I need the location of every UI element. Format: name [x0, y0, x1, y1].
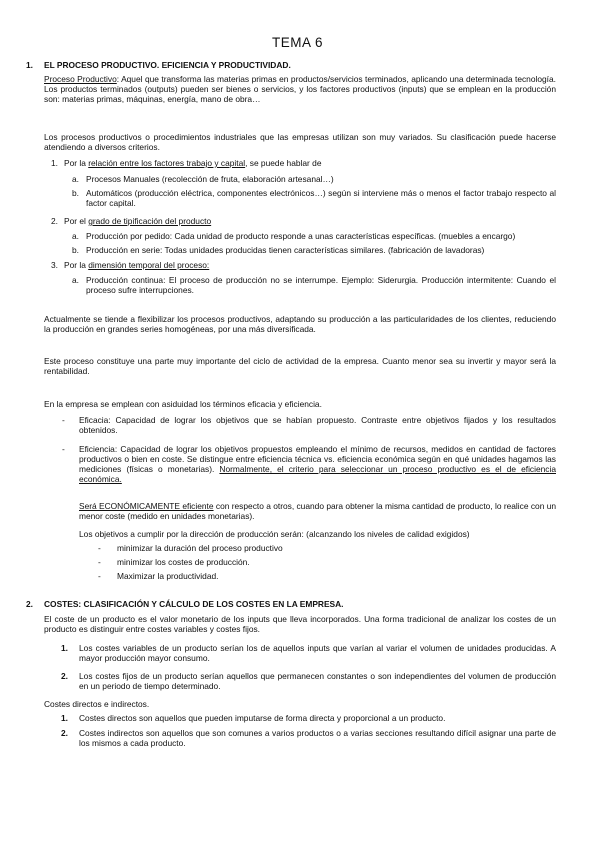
document-title: TEMA 6	[272, 35, 324, 50]
direct-costs: Costes directos son aquellos que pueden imputarse de forma directa y proporcional a un producto.	[79, 713, 446, 723]
indirect-costs: Costes indirectos son aquellos que son comunes a varios productos o a varias secciones resultando difícil asignar una parte de los mismos a cada producto.	[79, 728, 556, 748]
classification-intro: Los procesos productivos o procedimientos industriales que las empresas utilizan son muy variados. Su clasificación puede hacerse atendiendo a diversos criterios.	[44, 132, 556, 152]
section-2-heading: COSTES: CLASIFICACIÓN Y CÁLCULO DE LOS COSTES EN LA EMPRESA.	[44, 599, 344, 609]
criterion-2-number: 2.	[51, 216, 58, 226]
criterion-2b: Producción en serie: Todas unidades producidas tienen características similares. (fabricación de lavadoras)	[86, 245, 485, 255]
eficiencia-dash: -	[62, 444, 65, 454]
objective-1: minimizar la duración del proceso productivo	[117, 543, 283, 553]
section-1-number: 1.	[26, 60, 33, 70]
objective-3-dash: -	[98, 571, 101, 581]
criterion-2-link-text: grado de tipificación del producto	[88, 216, 212, 226]
criterion-2b-letter: b.	[72, 245, 79, 255]
criterion-3-number: 3.	[51, 260, 58, 270]
objective-3: Maximizar la productividad.	[117, 571, 219, 581]
eficacia-dash: -	[62, 415, 65, 425]
variable-costs: Los costes variables de un producto serían los de aquellos inputs que varían al variar el volumen de unidades producidas. A mayor producción mayor consumo.	[79, 643, 556, 663]
section-1-heading: EL PROCESO PRODUCTIVO. EFICIENCIA Y PRODUCTIVIDAD.	[44, 60, 291, 70]
proceso-productivo-definition	[44, 74, 556, 104]
criterion-1a: Procesos Manuales (recolección de fruta, elaboración artesanal…)	[86, 174, 334, 184]
cost-intro: El coste de un producto es el valor monetario de los inputs que lleva incorporados. Una forma tradicional de analizar los costes de un producto es distinguir entre costes variables y costes fijos.	[44, 614, 556, 634]
direct-indirect-heading: Costes directos e indirectos.	[44, 699, 150, 709]
economic-efficiency: Será ECONÓMICAMENTE eficiente con respecto a otros, cuando para obtener la misma cantidad de producto, lo realice con un menor coste (medido en unidades monetarias).	[79, 501, 557, 521]
cycle-paragraph: Este proceso constituye una parte muy importante del ciclo de actividad de la empresa. Cuanto menor sea su invertir y mayor será la rentabilidad.	[44, 356, 556, 376]
criterion-2: Por el grado de tipificación del producto	[64, 216, 212, 226]
criterion-3: Por la dimensión temporal del proceso:	[64, 260, 210, 270]
efficacy-efficiency-intro: En la empresa se emplean con asiduidad los términos eficacia y eficiencia.	[44, 399, 322, 409]
criterion-3a-letter: a.	[72, 275, 79, 285]
definition-text: : Aquel que transforma las materias primas en productos/servicios terminados, aplicando una determinada tecnología. Los productos terminados (outputs) pueden ser bienes o servicios, y los factores productivos (inputs) que se emplean en la producción son: materias primas, máquinas, energía, mano de obra…	[44, 74, 556, 104]
economic-efficiency-term: Será ECONÓMICAMENTE eficiente	[79, 501, 214, 511]
criterion-2a-letter: a.	[72, 231, 79, 241]
objective-1-dash: -	[98, 543, 101, 553]
fixed-costs-number: 2.	[61, 671, 68, 681]
flexibilization-paragraph: Actualmente se tiende a flexibilizar los procesos productivos, adaptando su producción a las particularidades de los clientes, reduciendo la producción en grandes series homogéneas, por una más diversificada.	[44, 314, 556, 334]
criterion-3-link-text: dimensión temporal del proceso:	[88, 260, 210, 270]
objective-2: minimizar los costes de producción.	[117, 557, 250, 567]
section-2-number: 2.	[26, 599, 33, 609]
fixed-costs: Los costes fijos de un producto serían aquellos que permanecen constantes o son independientes del volumen de producción en un periodo de tiempo determinado.	[79, 671, 556, 691]
definition-term: Proceso Productivo	[44, 74, 117, 84]
eficacia-definition: Eficacia: Capacidad de lograr los objetivos que se habían propuesto. Contraste entre objetivos fijados y los resultados obtenidos.	[79, 415, 556, 435]
eficiencia-definition: Eficiencia: Capacidad de lograr los objetivos propuestos empleando el mínimo de recursos, medidos en cantidad de factores productivos o bien en coste. Se distingue entre eficiencia técnica vs. eficiencia económica según en qué unidades hagamos las mediciones (físicas o monetarias). Normalmente, el criterio para seleccionar un proceso productivo es el de eficiencia económica.	[79, 444, 556, 484]
criterion-1: Por la relación entre los factores trabajo y capital, se puede hablar de	[64, 158, 322, 168]
criterion-3a: Producción continua: El proceso de producción no se interrumpe. Ejemplo: Siderurgia. Producción intermitente: Cuando el proceso sufre interrupciones.	[86, 275, 556, 295]
criterion-1-link-text: relación entre los factores trabajo y capital	[88, 158, 246, 168]
eficiencia-criterion: Normalmente, el criterio para seleccionar un proceso productivo es el de eficiencia económica.	[79, 464, 556, 484]
objectives-intro: Los objetivos a cumplir por la dirección de producción serán: (alcanzando los niveles de calidad exigidos)	[79, 529, 470, 539]
criterion-1-number: 1.	[51, 158, 58, 168]
variable-costs-number: 1.	[61, 643, 68, 653]
objective-2-dash: -	[98, 557, 101, 567]
indirect-costs-number: 2.	[61, 728, 68, 738]
criterion-1b-letter: b.	[72, 188, 79, 198]
criterion-2a: Producción por pedido: Cada unidad de producto responde a unas características específicas. (muebles a encargo)	[86, 231, 516, 241]
criterion-1a-letter: a.	[72, 174, 79, 184]
direct-costs-number: 1.	[61, 713, 68, 723]
criterion-1b: Automáticos (producción eléctrica, componentes electrónicos…) según si interviene más o menos el factor trabajo respecto al factor capital.	[86, 188, 556, 208]
